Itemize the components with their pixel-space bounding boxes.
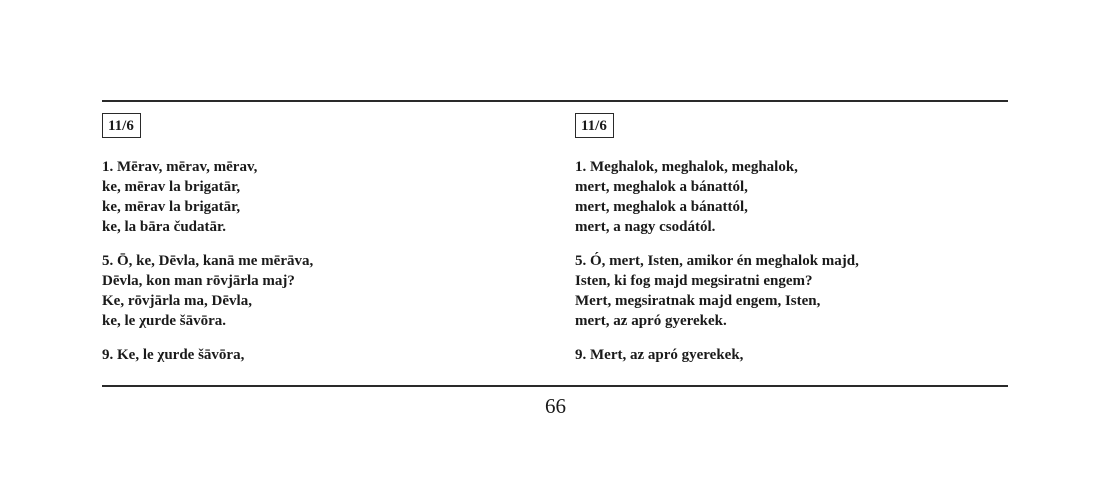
translation-column xyxy=(575,113,995,379)
stanza-3 xyxy=(575,345,995,365)
verse-line: 5. Ó, mert, Isten, amikor én meghalok majd, xyxy=(575,253,859,269)
stanza-1 xyxy=(575,157,995,237)
stanza-3 xyxy=(102,345,522,365)
original-text-column xyxy=(102,113,522,379)
verse-line: 9. Mert, az apró gyerekek, xyxy=(575,347,744,363)
verse-line: 1. Meghalok, meghalok, meghalok, xyxy=(575,159,798,175)
song-id-box: 11/6 xyxy=(575,113,614,138)
top-rule xyxy=(102,100,1008,102)
verse-line: 9. Ke, le χurde šāvōra, xyxy=(102,347,245,363)
verse-line: Isten, ki fog majd megsiratni engem? xyxy=(575,273,813,289)
verse-line: mert, meghalok a bánattól, xyxy=(575,179,748,195)
verse-line: mert, meghalok a bánattól, xyxy=(575,199,748,215)
verse-line: 5. Ō, ke, Dēvla, kanā me mērāva, xyxy=(102,253,314,269)
stanza-1 xyxy=(102,157,522,237)
bottom-rule xyxy=(102,385,1008,387)
stanza-2 xyxy=(575,251,995,331)
verse-line: ke, mērav la brigatār, xyxy=(102,179,241,195)
verse-line: Mert, megsiratnak majd engem, Isten, xyxy=(575,293,821,309)
verse-line: Dēvla, kon man rōvjārla maj? xyxy=(102,273,295,289)
song-id-box: 11/6 xyxy=(102,113,141,138)
verse-line: ke, la bāra čudatār. xyxy=(102,219,227,235)
verse-line: ke, mērav la brigatār, xyxy=(102,199,241,215)
stanza-2 xyxy=(102,251,522,331)
verse-line: mert, a nagy csodától. xyxy=(575,219,716,235)
verse-line: Ke, rōvjārla ma, Dēvla, xyxy=(102,293,252,309)
page-number: 66 xyxy=(545,394,566,418)
verse-line: 1. Mērav, mērav, mērav, xyxy=(102,159,258,175)
verse-line: mert, az apró gyerekek. xyxy=(575,313,727,329)
verse-line: ke, le χurde šāvōra. xyxy=(102,313,226,329)
